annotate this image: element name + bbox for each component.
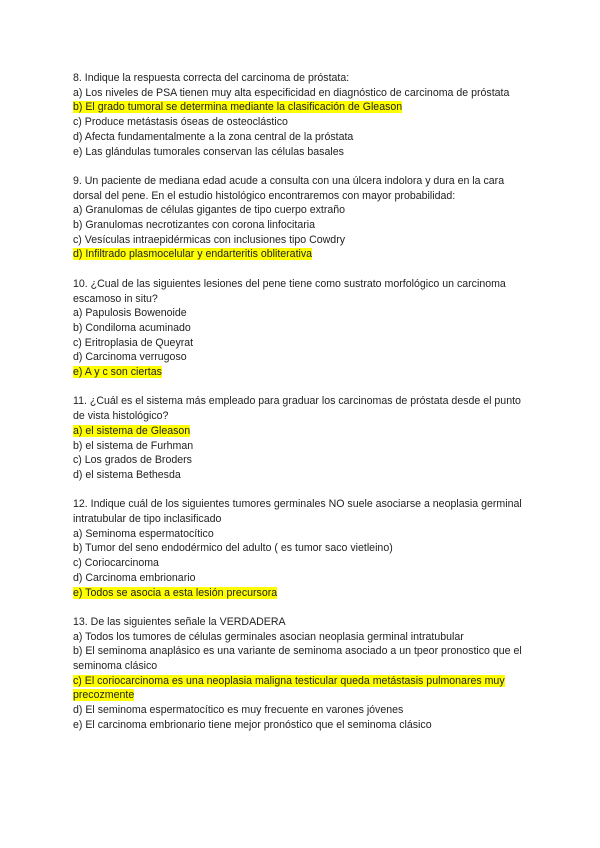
question-stem: 9. Un paciente de mediana edad acude a consulta con una úlcera indolora y dura en la cara dorsal del pene. En el estudio histológico encontraremos con mayor probabilidad: (73, 174, 505, 202)
answer-option: a) Seminoma espermatocítico (73, 527, 214, 540)
answer-option-highlighted: a) el sistema de Gleason (73, 424, 191, 437)
answer-option: d) Carcinoma verrugoso (73, 351, 187, 364)
answer-option: d) El seminoma espermatocítico es muy frecuente en varones jóvenes (73, 704, 404, 717)
answer-option: b) El seminoma anaplásico es una variante de seminoma asociado a un tpeor pronostico que el seminoma clásico (73, 645, 522, 673)
document-page (73, 71, 531, 747)
question-stem: 13. De las siguientes señale la VERDADERA (73, 615, 286, 628)
answer-option-highlighted: b) El grado tumoral se determina mediante la clasificación de Gleason (73, 101, 403, 114)
question-12 (73, 497, 531, 600)
question-stem: 8. Indique la respuesta correcta del carcinoma de próstata: (73, 72, 350, 84)
answer-option: d) el sistema Bethesda (73, 468, 181, 481)
answer-option: c) Los grados de Broders (73, 454, 192, 467)
answer-option: b) Tumor del seno endodérmico del adulto ( es tumor saco vietleino) (73, 542, 393, 555)
answer-option: b) Condiloma acuminado (73, 321, 191, 334)
answer-option: a) Granulomas de células gigantes de tipo cuerpo extraño (73, 204, 346, 217)
answer-option: d) Afecta fundamentalmente a la zona central de la próstata (73, 130, 354, 143)
question-stem: 10. ¿Cual de las siguientes lesiones del pene tiene como sustrato morfológico un carcinoma escamoso in situ? (73, 277, 506, 305)
answer-option-highlighted: e) A y c son ciertas (73, 366, 162, 379)
answer-option: a) Papulosis Bowenoide (73, 307, 187, 320)
answer-option: c) Vesículas intraepidérmicas con inclusiones tipo Cowdry (73, 233, 346, 246)
answer-option: e) El carcinoma embrionario tiene mejor pronóstico que el seminoma clásico (73, 718, 432, 731)
question-11 (73, 394, 531, 482)
question-stem: 12. Indique cuál de los siguientes tumores germinales NO suele asociarse a neoplasia germinal intratubular de tipo inclasificado (73, 498, 522, 526)
answer-option: c) Eritroplasia de Queyrat (73, 336, 194, 349)
question-stem: 11. ¿Cuál es el sistema más empleado para graduar los carcinomas de próstata desde el punto de vista histológico? (73, 395, 521, 423)
question-10 (73, 277, 531, 380)
answer-option: c) Produce metástasis óseas de osteoclástico (73, 116, 288, 129)
question-9 (73, 174, 531, 262)
answer-option: d) Carcinoma embrionario (73, 571, 196, 584)
answer-option: b) Granulomas necrotizantes con corona linfocitaria (73, 219, 316, 232)
answer-option-highlighted: d) Infiltrado plasmocelular y endarteritis obliterativa (73, 248, 313, 261)
answer-option: b) el sistema de Furhman (73, 439, 194, 452)
question-8 (73, 71, 531, 159)
answer-option-highlighted: c) El coriocarcinoma es una neoplasia maligna testicular queda metástasis pulmonares muy precozmente (73, 674, 505, 702)
answer-option: a) Todos los tumores de células germinales asocian neoplasia germinal intratubular (73, 630, 464, 643)
answer-option: c) Coriocarcinoma (73, 557, 159, 570)
answer-option: a) Los niveles de PSA tienen muy alta especificidad en diagnóstico de carcinoma de próstata (73, 86, 510, 99)
answer-option: e) Las glándulas tumorales conservan las células basales (73, 145, 344, 158)
answer-option-highlighted: e) Todos se asocia a esta lesión precursora (73, 586, 278, 599)
question-13 (73, 615, 531, 733)
